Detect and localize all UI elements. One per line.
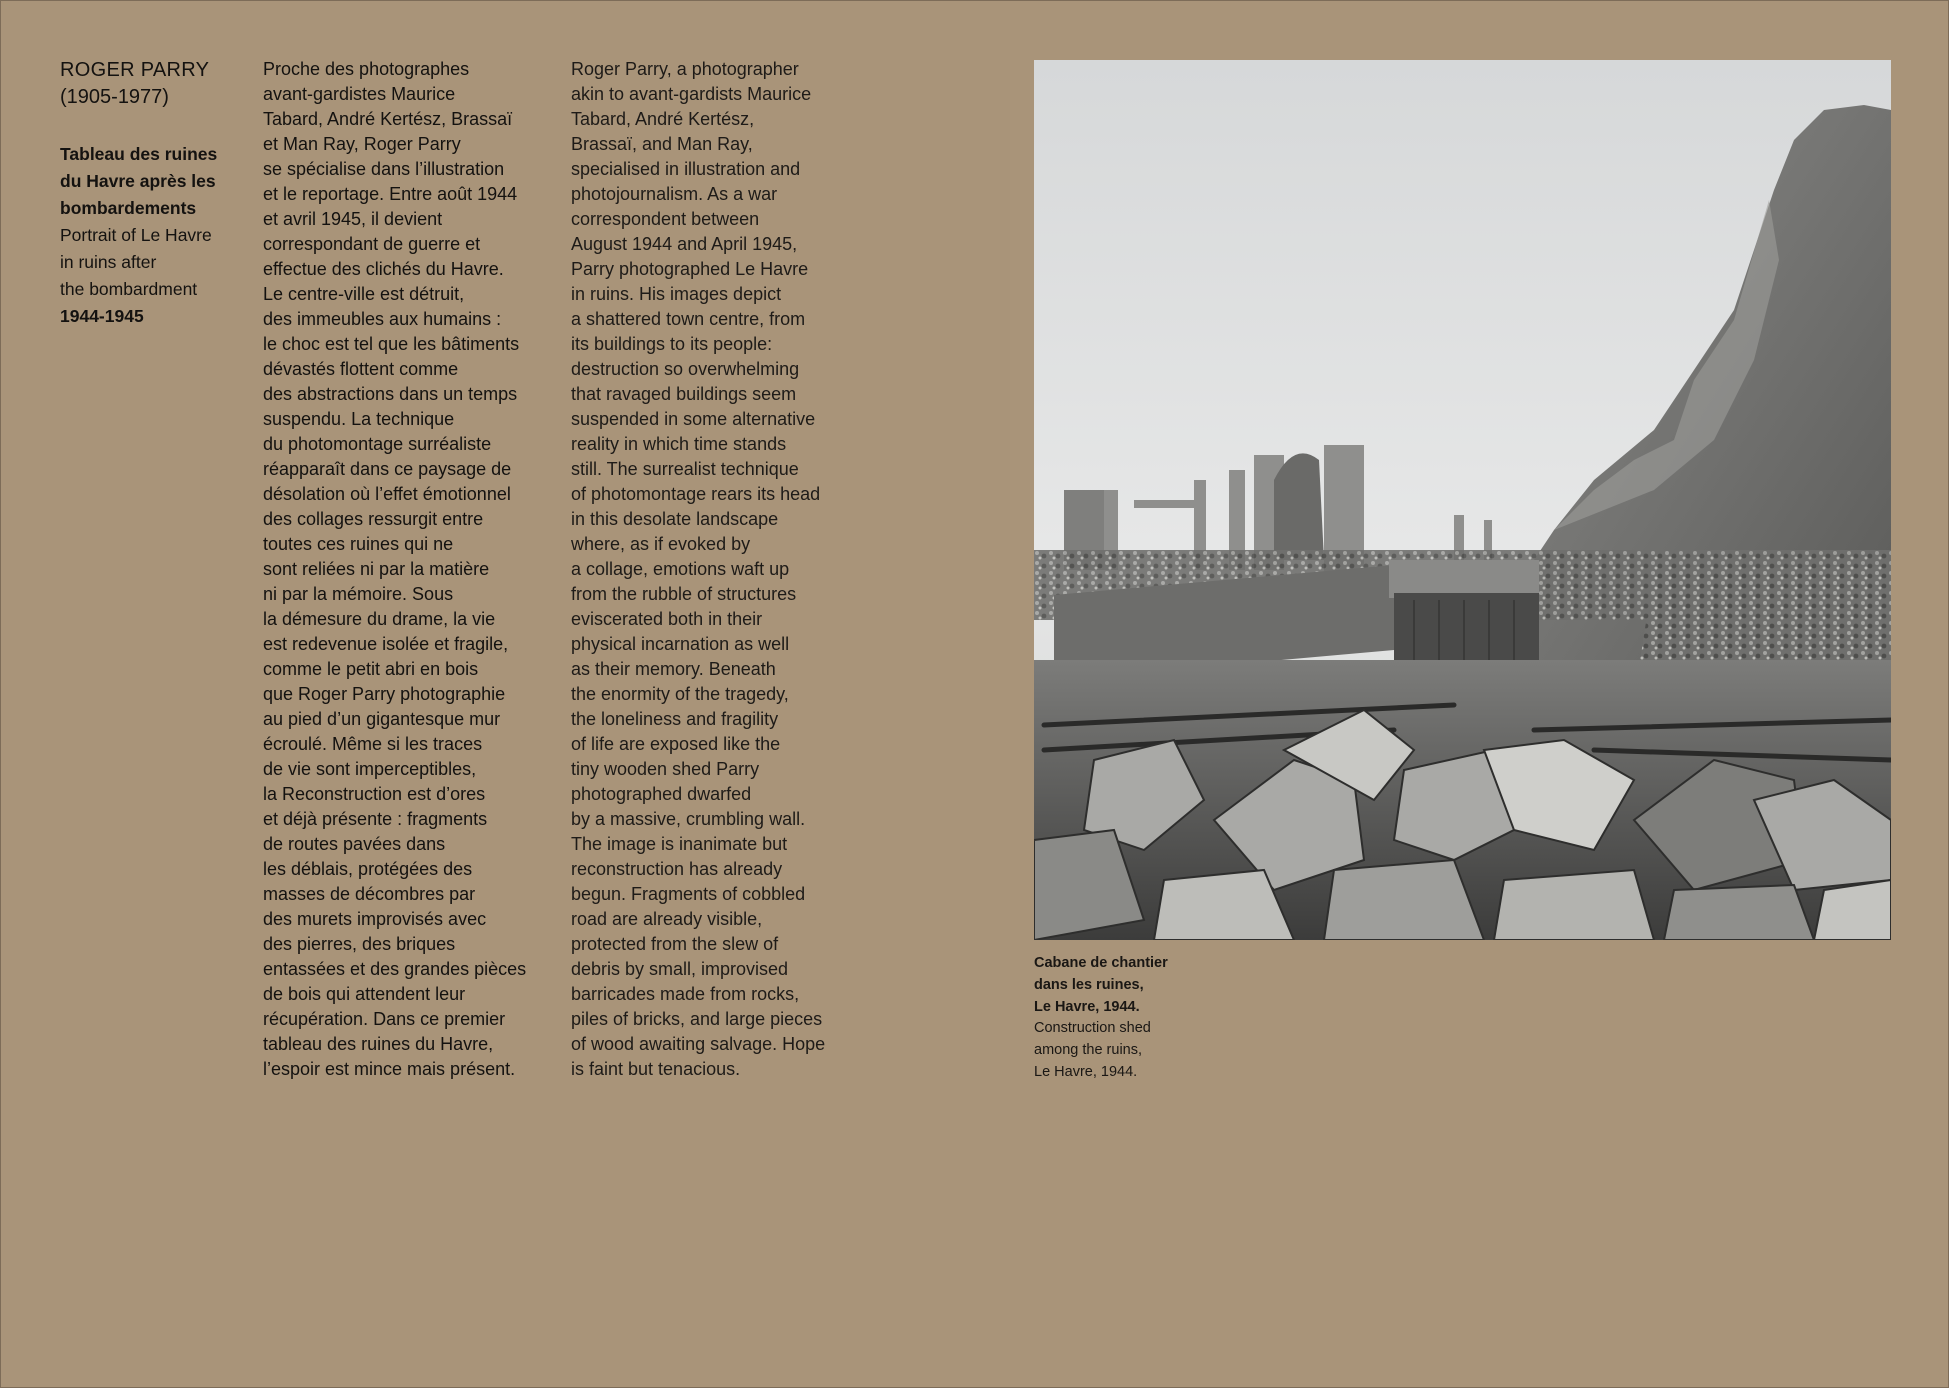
- french-text-line: est redevenue isolée et fragile,: [263, 634, 509, 654]
- english-text-line: debris by small, improvised: [571, 959, 789, 979]
- french-text-line: des murets improvisés avec: [263, 909, 487, 929]
- french-text-line: sont reliées ni par la matière: [263, 559, 490, 579]
- english-text-line: Parry photographed Le Havre: [571, 259, 809, 279]
- english-text-line: physical incarnation as well: [571, 634, 790, 654]
- artist-dates: (1905-1977): [60, 86, 169, 108]
- work-title-fr-line: Tableau des ruines: [60, 144, 218, 164]
- french-text-line: des pierres, des briques: [263, 934, 456, 954]
- work-title-fr-line: bombardements: [60, 198, 197, 218]
- french-text-line: écroulé. Même si les traces: [263, 734, 483, 754]
- english-text-line: by a massive, crumbling wall.: [571, 809, 806, 829]
- photo-caption: [1034, 953, 1274, 1084]
- english-text-line: specialised in illustration and: [571, 159, 801, 179]
- french-text-line: ni par la mémoire. Sous: [263, 584, 454, 604]
- french-text-line: masses de décombres par: [263, 884, 476, 904]
- french-text-line: comme le petit abri en bois: [263, 659, 479, 679]
- french-text-line: des immeubles aux humains :: [263, 309, 502, 329]
- english-text-line: destruction so overwhelming: [571, 359, 800, 379]
- french-text-line: effectue des clichés du Havre.: [263, 259, 504, 279]
- french-text-line: Tabard, André Kertész, Brassaï: [263, 109, 513, 129]
- english-text-line: reconstruction has already: [571, 859, 783, 879]
- french-text-line: la démesure du drame, la vie: [263, 609, 496, 629]
- french-text-line: avant-gardistes Maurice: [263, 84, 456, 104]
- english-text-line: of wood awaiting salvage. Hope: [571, 1034, 826, 1054]
- english-text-line: a shattered town centre, from: [571, 309, 806, 329]
- french-text-line: Le centre-ville est détruit,: [263, 284, 465, 304]
- english-text-line: that ravaged buildings seem: [571, 384, 797, 404]
- work-title-fr-line: du Havre après les: [60, 171, 216, 191]
- english-text-line: reality in which time stands: [571, 434, 787, 454]
- english-text-line: eviscerated both in their: [571, 609, 763, 629]
- french-text-line: suspendu. La technique: [263, 409, 455, 429]
- caption-en-line: among the ruins,: [1034, 1042, 1143, 1059]
- english-text-line: akin to avant-gardists Maurice: [571, 84, 812, 104]
- english-text-line: photojournalism. As a war: [571, 184, 778, 204]
- french-text-line: l’espoir est mince mais présent.: [263, 1059, 516, 1079]
- french-text-line: entassées et des grandes pièces: [263, 959, 527, 979]
- english-text-line: of life are exposed like the: [571, 734, 781, 754]
- french-text-line: récupération. Dans ce premier: [263, 1009, 506, 1029]
- work-title-block: [60, 141, 250, 330]
- english-text-line: Brassaï, and Man Ray,: [571, 134, 753, 154]
- french-text-line: dévastés flottent comme: [263, 359, 459, 379]
- english-text-line: the enormity of the tragedy,: [571, 684, 789, 704]
- work-title-en-line: the bombardment: [60, 279, 198, 299]
- french-text-line: le choc est tel que les bâtiments: [263, 334, 520, 354]
- french-text-line: la Reconstruction est d’ores: [263, 784, 486, 804]
- english-text-line: protected from the slew of: [571, 934, 779, 954]
- english-text-line: tiny wooden shed Parry: [571, 759, 760, 779]
- english-text-line: barricades made from rocks,: [571, 984, 800, 1004]
- french-text-line: et avril 1945, il devient: [263, 209, 443, 229]
- english-text-line: Tabard, André Kertész,: [571, 109, 755, 129]
- english-text-column: [571, 57, 871, 1082]
- english-text-line: its buildings to its people:: [571, 334, 773, 354]
- english-text-line: from the rubble of structures: [571, 584, 797, 604]
- english-text-line: in this desolate landscape: [571, 509, 779, 529]
- english-text-line: of photomontage rears its head: [571, 484, 821, 504]
- ruins-photograph: [1034, 60, 1891, 940]
- work-years: 1944-1945: [60, 306, 144, 326]
- french-text-line: Proche des photographes: [263, 59, 470, 79]
- french-text-line: et déjà présente : fragments: [263, 809, 488, 829]
- english-text-line: road are already visible,: [571, 909, 763, 929]
- english-text-line: still. The surrealist technique: [571, 459, 799, 479]
- caption-en-line: Construction shed: [1034, 1020, 1151, 1037]
- french-text-line: des abstractions dans un temps: [263, 384, 518, 404]
- caption-fr-line: dans les ruines,: [1034, 976, 1144, 993]
- french-text-line: correspondant de guerre et: [263, 234, 481, 254]
- french-text-column: [263, 57, 563, 1082]
- english-text-line: begun. Fragments of cobbled: [571, 884, 806, 904]
- caption-fr-line: Cabane de chantier: [1034, 955, 1168, 971]
- french-text-line: de vie sont imperceptibles,: [263, 759, 477, 779]
- french-text-line: que Roger Parry photographie: [263, 684, 506, 704]
- french-text-line: de routes pavées dans: [263, 834, 446, 854]
- french-text-line: des collages ressurgit entre: [263, 509, 484, 529]
- french-text-line: toutes ces ruines qui ne: [263, 534, 454, 554]
- work-title-en-line: Portrait of Le Havre: [60, 225, 212, 245]
- artwork-info: [60, 57, 250, 330]
- work-title-en-line: in ruins after: [60, 252, 157, 272]
- english-text-line: August 1944 and April 1945,: [571, 234, 798, 254]
- english-text-line: a collage, emotions waft up: [571, 559, 790, 579]
- french-text-line: et le reportage. Entre août 1944: [263, 184, 518, 204]
- english-text-line: as their memory. Beneath: [571, 659, 776, 679]
- english-text-line: The image is inanimate but: [571, 834, 788, 854]
- english-text-line: photographed dwarfed: [571, 784, 752, 804]
- french-text-line: au pied d’un gigantesque mur: [263, 709, 501, 729]
- french-text-line: réapparaît dans ce paysage de: [263, 459, 512, 479]
- english-text-line: is faint but tenacious.: [571, 1059, 741, 1079]
- french-text-line: les déblais, protégées des: [263, 859, 473, 879]
- english-text-line: the loneliness and fragility: [571, 709, 779, 729]
- french-text-line: désolation où l’effet émotionnel: [263, 484, 511, 504]
- english-text-line: piles of bricks, and large pieces: [571, 1009, 823, 1029]
- french-text-line: se spécialise dans l’illustration: [263, 159, 505, 179]
- english-text-line: where, as if evoked by: [571, 534, 751, 554]
- french-text-line: et Man Ray, Roger Parry: [263, 134, 461, 154]
- french-text-line: du photomontage surréaliste: [263, 434, 492, 454]
- english-text-line: suspended in some alternative: [571, 409, 816, 429]
- caption-en-line: Le Havre, 1944.: [1034, 1063, 1138, 1080]
- artist-name: ROGER PARRY: [60, 59, 210, 81]
- english-text-line: in ruins. His images depict: [571, 284, 782, 304]
- english-text-line: correspondent between: [571, 209, 760, 229]
- english-text-line: Roger Parry, a photographer: [571, 59, 799, 79]
- french-text-line: de bois qui attendent leur: [263, 984, 466, 1004]
- caption-fr-line: Le Havre, 1944.: [1034, 998, 1140, 1015]
- french-text-line: tableau des ruines du Havre,: [263, 1034, 494, 1054]
